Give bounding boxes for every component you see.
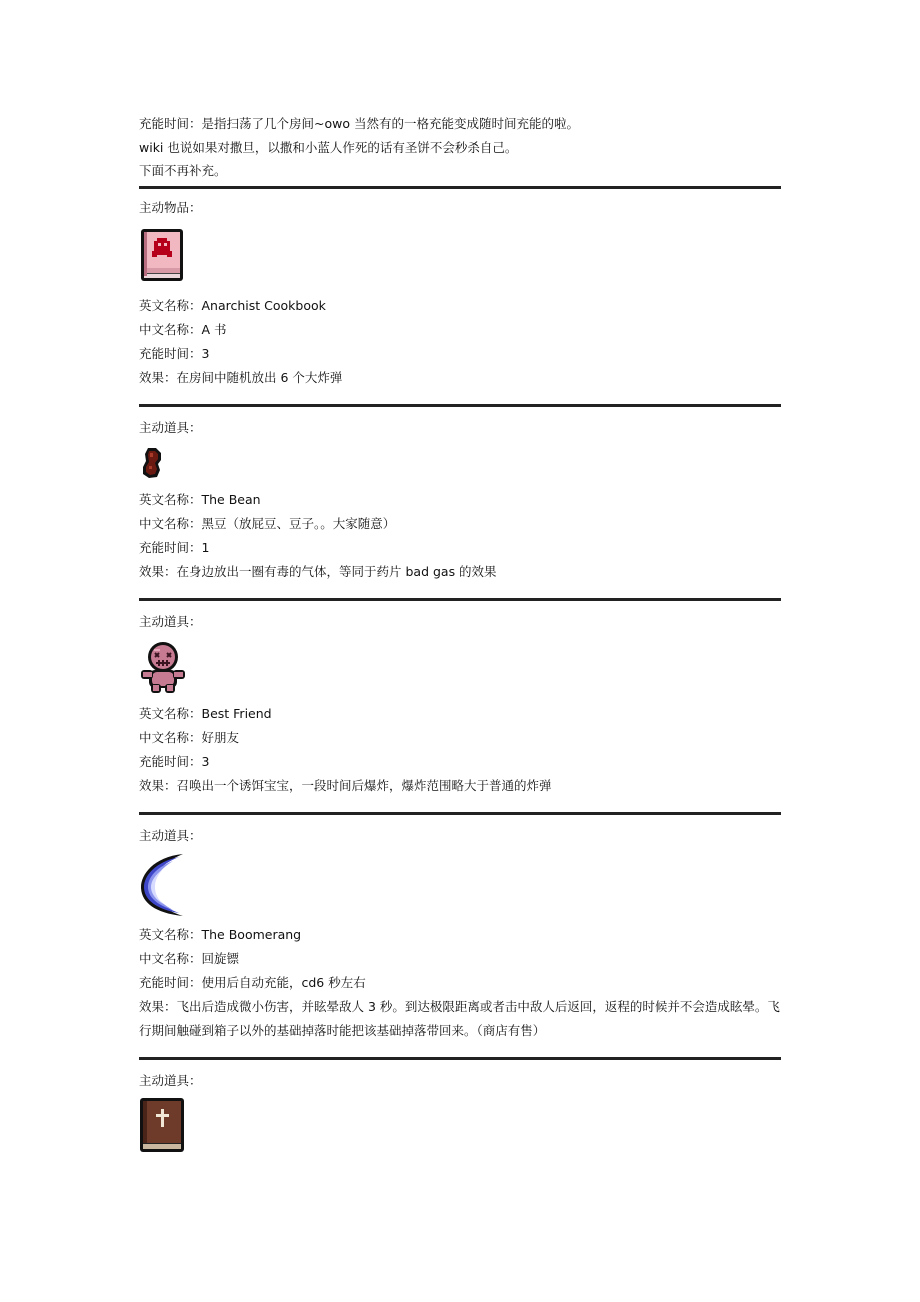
bible-icon	[139, 1097, 185, 1153]
item-entry	[139, 416, 781, 584]
intro-block	[139, 112, 781, 183]
english-name: 英文名称：The Bean	[139, 491, 261, 507]
section-title: 主动道具：	[139, 419, 202, 435]
divider	[139, 598, 781, 601]
chinese-name: 中文名称：黑豆（放屁豆、豆子。。大家随意）	[139, 515, 396, 531]
english-name: 英文名称：Anarchist Cookbook	[139, 297, 326, 313]
document-page	[139, 112, 781, 1153]
intro-line-2: wiki 也说如果对撒旦，以撒和小蓝人作死的话有圣饼不会秒杀自己。	[139, 139, 518, 155]
chinese-name: 中文名称：A 书	[139, 321, 227, 337]
section-title: 主动道具：	[139, 613, 202, 629]
item-entry	[139, 196, 781, 390]
bean-icon	[139, 446, 165, 480]
item-entry	[139, 824, 781, 1043]
anarchist-cookbook-icon	[139, 228, 185, 282]
charge-time: 充能时间：3	[139, 345, 210, 361]
boomerang-icon	[139, 851, 187, 919]
divider	[139, 186, 781, 189]
effect: 效果：在身边放出一圈有毒的气体，等同于药片 bad gas 的效果	[139, 563, 497, 579]
chinese-name: 中文名称：回旋镖	[139, 950, 240, 966]
charge-time: 充能时间：使用后自动充能，cd6 秒左右	[139, 974, 366, 990]
section-title: 主动道具：	[139, 827, 202, 843]
english-name: 英文名称：Best Friend	[139, 705, 272, 721]
item-entry	[139, 1069, 781, 1153]
divider	[139, 812, 781, 815]
english-name: 英文名称：The Boomerang	[139, 926, 302, 942]
item-entry	[139, 610, 781, 798]
effect: 效果：召唤出一个诱饵宝宝，一段时间后爆炸，爆炸范围略大于普通的炸弹	[139, 777, 552, 793]
chinese-name: 中文名称：好朋友	[139, 729, 240, 745]
section-title: 主动道具：	[139, 1072, 202, 1088]
charge-time: 充能时间：3	[139, 753, 210, 769]
effect: 效果：飞出后造成微小伤害，并眩晕敌人 3 秒。到达极限距离或者击中敌人后返回，返程的时候并不会造成眩晕。飞行期间触碰到箱子以外的基础掉落时能把该基础掉落带回来。（商店有售）	[139, 998, 780, 1038]
charge-time: 充能时间：1	[139, 539, 210, 555]
intro-line-1: 充能时间：是指扫荡了几个房间~owo 当然有的一格充能变成随时间充能的啦。	[139, 116, 579, 131]
best-friend-icon	[139, 640, 187, 694]
intro-line-3: 下面不再补充。	[139, 163, 227, 178]
section-title: 主动物品：	[139, 199, 202, 215]
divider	[139, 404, 781, 407]
effect: 效果：在房间中随机放出 6 个大炸弹	[139, 369, 343, 385]
divider	[139, 1057, 781, 1060]
